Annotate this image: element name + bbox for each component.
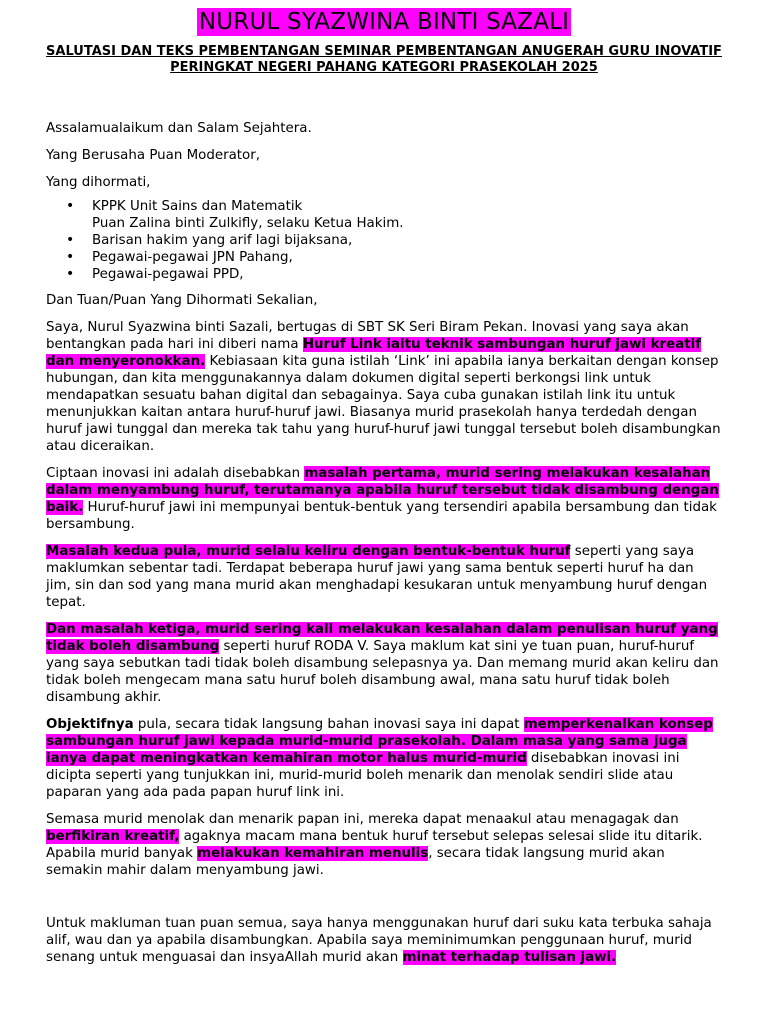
paragraph-text: pula, secara tidak langsung bahan inovasi saya ini dapat <box>133 717 524 732</box>
paragraph-text: seperti yang saya maklumkan sebentar tadi. Terdapat beberapa huruf jawi yang sama bentuk seperti huruf ha dan jim, sin dan sod yang mana murid akan menghadapi kesukaran untuk menyambung huruf dengan tepat. <box>46 544 708 610</box>
greeting: Assalamualaikum dan Salam Sejahtera. <box>46 121 312 136</box>
dihormati-salutation: Yang dihormati, <box>46 175 151 190</box>
paragraph-text: Ciptaan inovasi ini adalah disebabkan <box>46 466 305 481</box>
title-container <box>46 8 722 36</box>
list-item <box>92 198 722 232</box>
dignitaries-list <box>46 198 722 283</box>
paragraph-closing <box>46 915 722 966</box>
paragraph-text: disebabkan inovasi ini dicipta seperti yang tunjukkan ini, murid-murid boleh menarik dan menolak sendiri slide atau paparan yang ada pada papan huruf link ini. <box>46 751 680 800</box>
paragraph-intro <box>46 319 722 455</box>
moderator-salutation: Yang Berusaha Puan Moderator, <box>46 148 261 163</box>
document-title: NURUL SYAZWINA BINTI SAZALI <box>198 9 570 35</box>
list-item-line: Puan Zalina binti Zulkifly, selaku Ketua Hakim. <box>92 216 404 231</box>
highlighted-text: Dan masalah ketiga, murid sering kali melakukan kesalahan dalam penulisan huruf yang tidak boleh disambung <box>46 622 718 654</box>
highlighted-text: berfikiran kreatif, <box>46 829 180 844</box>
paragraph-text: Kebiasaan kita guna istilah ‘Link’ ini apabila ianya berkaitan dengan konsep hubungan, dan kita menggunakannya dalam dokumen digital seperti berkongsi link untuk mendapatkan sesuatu bahan digital dan sebagainya. Saya cuba gunakan istilah link itu untuk menunjukkan kaitan antara huruf-huruf jawi. Biasanya murid prasekolah hanya terdedah dengan huruf jawi tunggal dan mereka tak tahu yang huruf-huruf jawi tunggal tersebut boleh disambungkan atau diceraikan. <box>46 354 721 454</box>
paragraph-problem-2 <box>46 543 722 611</box>
paragraph-text: Semasa murid menolak dan menarik papan ini, mereka dapat menaakul atau menagagak dan <box>46 812 679 827</box>
highlighted-text: masalah pertama, murid sering melakukan kesalahan dalam menyambung huruf, terutamanya apabila huruf tersebut tidak disambung dengan baik. <box>46 466 719 515</box>
highlighted-text: memperkenalkan konsep sambungan huruf jawi kepada murid-murid prasekolah. Dalam masa yang sama juga ianya dapat meningkatkan kemahiran motor halus murid-murid <box>46 717 713 766</box>
highlighted-text: melakukan kemahiran menulis <box>197 846 429 861</box>
paragraph-text: , secara tidak langsung murid akan semakin mahir dalam menyambung jawi. <box>46 846 665 878</box>
document-subtitle: SALUTASI DAN TEKS PEMBENTANGAN SEMINAR PEMBENTANGAN ANUGERAH GURU INOVATIF PERINGKAT NEGERI PAHANG KATEGORI PRASEKOLAH 2025 <box>46 44 722 75</box>
paragraph-text: Untuk makluman tuan puan semua, saya hanya menggunakan huruf dari suku kata terbuka sahaja alif, wau dan ya apabila disambungkan. Apabila saya meminimumkan penggunaan huruf, murid senang untuk menguasai dan insyaAllah murid akan <box>46 916 712 965</box>
highlighted-text: Masalah kedua pula, murid selalu keliru dengan bentuk-bentuk huruf <box>46 544 571 559</box>
bold-text: Objektifnya <box>46 717 134 732</box>
paragraph-text: agaknya macam mana bentuk huruf tersebut selepas selesai slide itu ditarik. Apabila murid banyak <box>46 829 703 861</box>
list-item: • Pegawai-pegawai PPD, <box>92 266 722 283</box>
paragraph-text: Saya, Nurul Syazwina binti Sazali, bertugas di SBT SK Seri Biram Pekan. Inovasi yang saya akan bentangkan pada hari ini diberi nama <box>46 320 689 352</box>
highlighted-text: minat terhadap tulisan jawi. <box>402 950 617 965</box>
highlighted-text: Huruf Link iaitu teknik sambungan huruf jawi kreatif dan menyeronokkan. <box>46 337 702 369</box>
paragraph-problem-1 <box>46 465 722 533</box>
paragraph-text: seperti huruf RODA V. Saya maklum kat sini ye tuan puan, huruf-huruf yang saya sebutkan tadi tidak boleh disambung selepasnya ya. Dan memang murid akan keliru dan tidak boleh mengecam mana satu huruf boleh disambung awal, mana satu huruf tidak boleh disambung akhir. <box>46 639 719 705</box>
paragraph-text: Huruf-huruf jawi ini mempunyai bentuk-bentuk yang tersendiri apabila bersambung dan tidak bersambung. <box>46 500 717 532</box>
paragraph-objective <box>46 716 722 801</box>
list-item: • Barisan hakim yang arif lagi bijaksana, <box>92 232 722 249</box>
paragraph-benefits <box>46 811 722 879</box>
list-item-line: KPPK Unit Sains dan Matematik <box>92 199 303 214</box>
list-item: • Pegawai-pegawai JPN Pahang, <box>92 249 722 266</box>
tuan-puan-salutation: Dan Tuan/Puan Yang Dihormati Sekalian, <box>46 293 318 308</box>
paragraph-problem-3 <box>46 621 722 706</box>
